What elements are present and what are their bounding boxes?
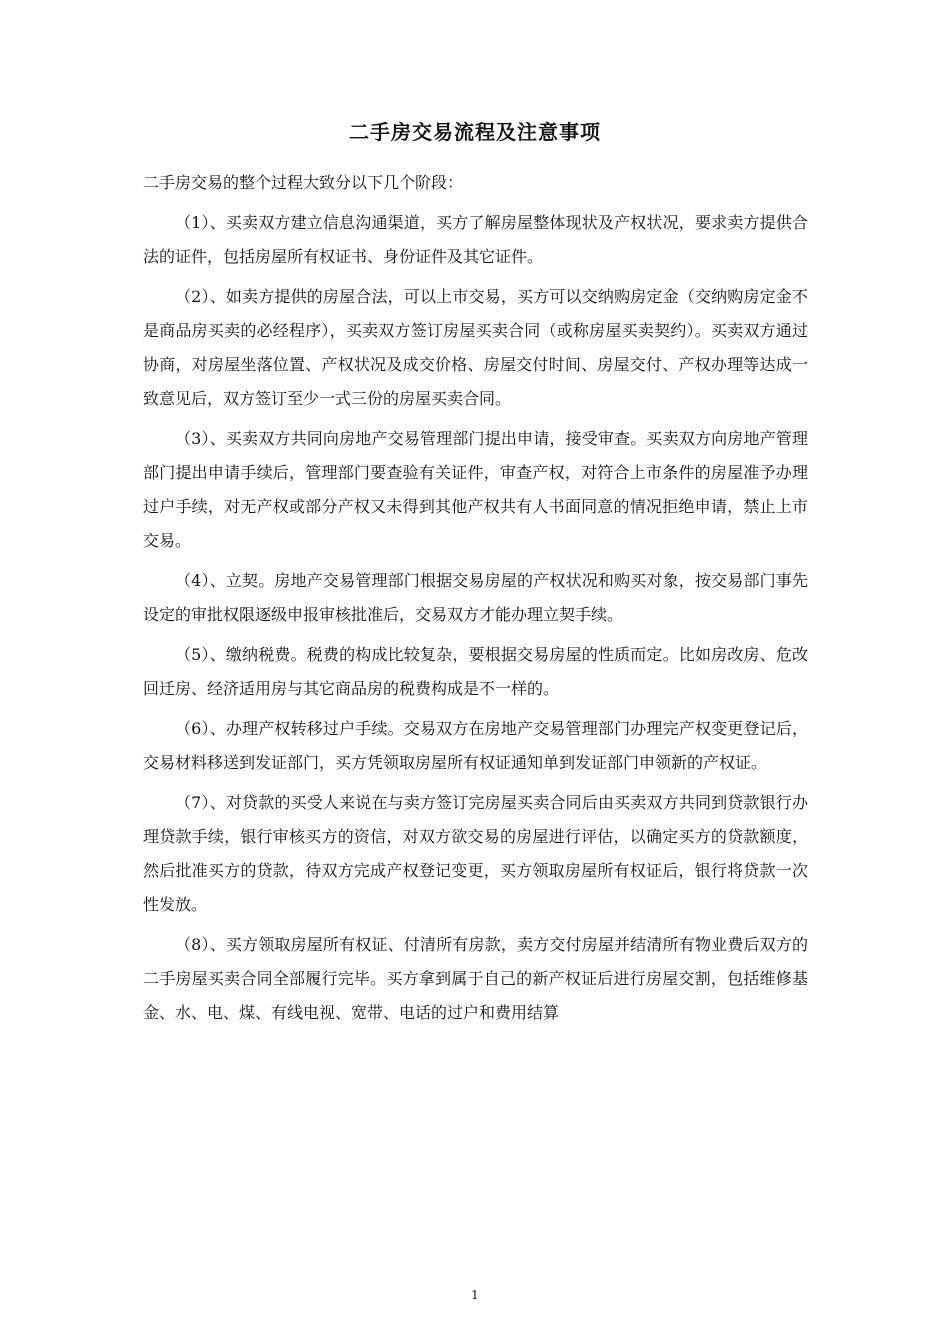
document-title: 二手房交易流程及注意事项 [349,120,601,144]
step-5-paragraph: （5）、缴纳税费。税费的构成比较复杂，要根据交易房屋的性质而定。比如房改房、危改回迁房、经济适用房与其它商品房的税费构成是不一样的。 [143,645,808,698]
step-8-paragraph: （8）、买方领取房屋所有权证、付清所有房款，卖方交付房屋并结清所有物业费后双方的二手房屋买卖合同全部履行完毕。买方拿到属于自己的新产权证后进行房屋交割，包括维修基金、水、电、煤、有线电视、宽带、电话的过户和费用结算 [143,935,808,1022]
step-6-paragraph: （6）、办理产权转移过户手续。交易双方在房地产交易管理部门办理完产权变更登记后，交易材料移送到发证部门，买方凭领取房屋所有权证通知单到发证部门申领新的产权证。 [143,719,808,772]
step-3-paragraph: （3）、买卖双方共同向房地产交易管理部门提出申请，接受审查。买卖双方向房地产管理部门提出申请手续后，管理部门要查验有关证件，审查产权，对符合上市条件的房屋准予办理过户手续，对无产权或部分产权又未得到其他产权共有人书面同意的情况拒绝申请，禁止上市交易。 [143,429,808,550]
step-1-paragraph: （1）、买卖双方建立信息沟通渠道，买方了解房屋整体现状及产权状况，要求卖方提供合法的证件，包括房屋所有权证书、身份证件及其它证件。 [143,213,808,266]
step-2-paragraph: （2）、如卖方提供的房屋合法，可以上市交易，买方可以交纳购房定金（交纳购房定金不是商品房买卖的必经程序），买卖双方签订房屋买卖合同（或称房屋买卖契约）。买卖双方通过协商，对房屋坐落位置、产权状况及成交价格、房屋交付时间、房屋交付、产权办理等达成一致意见后，双方签订至少一式三份的房屋买卖合同。 [143,287,808,408]
step-7-paragraph: （7）、对贷款的买受人来说在与卖方签订完房屋买卖合同后由买卖双方共同到贷款银行办理贷款手续，银行审核买方的资信，对双方欲交易的房屋进行评估，以确定买方的贷款额度，然后批准买方的贷款，待双方完成产权登记变更，买方领取房屋所有权证后，银行将贷款一次性发放。 [143,793,808,914]
intro-paragraph: 二手房交易的整个过程大致分以下几个阶段： [143,173,464,192]
step-4-paragraph: （4）、立契。房地产交易管理部门根据交易房屋的产权状况和购买对象，按交易部门事先设定的审批权限逐级申报审核批准后，交易双方才能办理立契手续。 [143,571,808,624]
page-number: 1 [471,1288,479,1302]
document-body [143,166,808,1036]
